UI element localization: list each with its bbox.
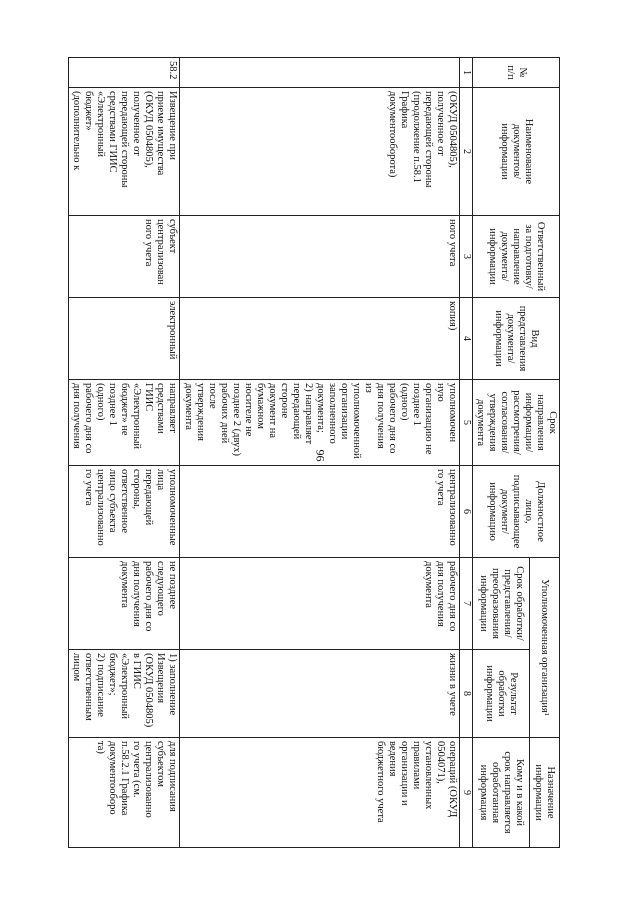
cell-responsible: ного учета xyxy=(180,216,460,298)
column-number: 5 xyxy=(460,380,473,466)
page-number: 96 xyxy=(313,449,328,462)
column-number: 1 xyxy=(460,58,473,88)
document-flow-table xyxy=(68,57,560,848)
cell-presentation-type: электронный xyxy=(69,298,180,380)
cell-recipient: для подписания субъектом централизованно го учета (см. п.58.2.1 Графика документооборо та) xyxy=(69,738,180,848)
header-recipient: Кому и в какой срок направляется обработанная информация xyxy=(473,738,530,848)
header-document-name: Наименование документов/ информации xyxy=(473,88,560,216)
cell-document-name: Извещение при приеме имущества (ОКУД 0504805), полученное от передающей стороны средствами ГИИС «Электронный бюджет» (дополнительно к xyxy=(69,88,180,216)
cell-processing-deadline: рабочего дня со дня получения документа xyxy=(180,558,460,650)
column-number-row xyxy=(460,58,473,848)
cell-presentation-type: копия) xyxy=(180,298,460,380)
rotated-table-container xyxy=(71,57,560,847)
header-deadline: Срок направления информации/ рассмотрения/ согласования/ утверждения документа xyxy=(473,380,560,466)
column-number: 8 xyxy=(460,650,473,738)
column-number: 6 xyxy=(460,466,473,558)
table-row xyxy=(69,58,180,848)
table-row xyxy=(180,58,460,848)
header-processing-result: Результат обработки информации xyxy=(473,650,530,738)
column-number: 2 xyxy=(460,88,473,216)
column-number: 7 xyxy=(460,558,473,650)
header-signing-official: Должностное лицо, подписывающее документ/ информацию xyxy=(473,466,560,558)
column-number: 4 xyxy=(460,298,473,380)
cell-recipient: операций (ОКУД 0504071), установленных правилами организации и ведения бюджетного учета xyxy=(180,738,460,848)
cell-deadline: направляет средствами ГИИС «Электронный бюджет» не позднее 1 (одного) рабочего дня со дня получения xyxy=(69,380,180,466)
header-authorized-org: Уполномоченная организация¹ xyxy=(529,558,559,738)
cell-deadline: уполномочен ную организацию не позднее 1 (одного) рабочего дня со дня получения из уполномоченной организации заполненного документа; 2) направляет передающей стороне документ на бумажном носителе не позднее 2 (двух) рабочих дней после утверждения документа xyxy=(180,380,460,466)
header-presentation-type: Вид представления документа/ информации xyxy=(473,298,560,380)
header-purpose: Назначение информации xyxy=(529,738,559,848)
cell-signing-official: централизованно го учета xyxy=(180,466,460,558)
cell-signing-official: уполномоченные лица передающей стороны, ответственное лицо субъекта централизованно го учета xyxy=(69,466,180,558)
header-responsible: Ответственный за подготовку/ направление документа/ информации xyxy=(473,216,560,298)
cell-responsible: субъект централизован ного учета xyxy=(69,216,180,298)
header-number: № п/п xyxy=(473,58,560,88)
cell-number: 58.2 xyxy=(69,58,180,88)
cell-processing-deadline: не позднее следующего рабочего дня со дня получения документа xyxy=(69,558,180,650)
header-row-1 xyxy=(529,58,559,848)
cell-number xyxy=(180,58,460,88)
header-processing-deadline: Срок обработки/ представления/ преобразования информации xyxy=(473,558,530,650)
column-number: 3 xyxy=(460,216,473,298)
column-number: 9 xyxy=(460,738,473,848)
cell-document-name: (ОКУД 0504805), полученное от передающей стороны (продолжение п.58.1 Графика документооборота) xyxy=(180,88,460,216)
cell-processing-result: жизни в учете xyxy=(180,650,460,738)
cell-processing-result: 1) заполнение Извещения (ОКУД 0504805) в ГИИС «Электронный бюджет»; 2) подписание ответственным лицом xyxy=(69,650,180,738)
